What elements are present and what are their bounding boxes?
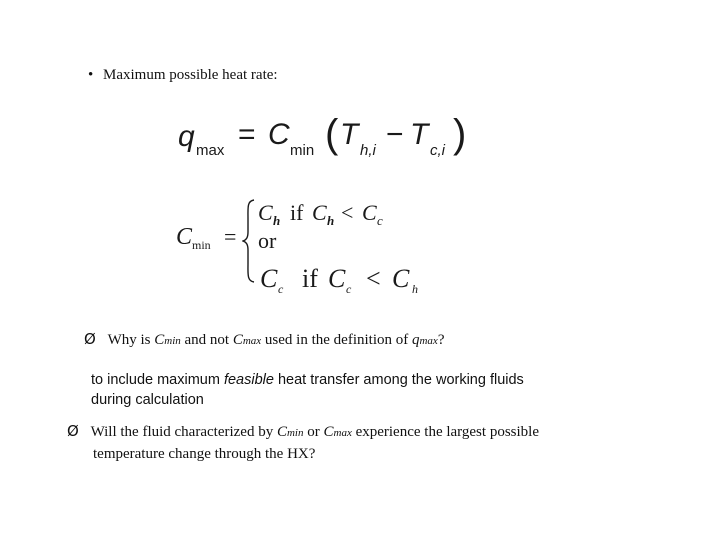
answer-1-line-1 (91, 370, 524, 390)
cmin-lhs-sub: min (192, 238, 211, 252)
answer-1 (91, 370, 524, 410)
case1-cond-sub2: c (377, 213, 383, 228)
answer-1-line-2: during calculation (91, 392, 204, 408)
question-2 (67, 421, 539, 465)
case2-cond-sym2: C (392, 264, 410, 293)
case1-lt: < (341, 200, 354, 225)
qmax-t1-symbol: T (340, 118, 359, 151)
question-2-line-1 (67, 421, 539, 444)
answer-1-text-a: to include maximum (91, 372, 220, 388)
q2-or: or (307, 424, 320, 440)
q2-cmax-sub: max (333, 427, 352, 439)
case1-if: if (290, 200, 304, 225)
q2-part2: experience the largest possible (355, 424, 539, 440)
q1-cmin-sub: min (164, 335, 181, 347)
q1-part2: and not (184, 332, 230, 348)
question-2-line-2: temperature change through the HX? (93, 446, 316, 462)
arrow-bullet-icon-2: Ø (67, 422, 79, 440)
case2-if: if (302, 264, 318, 293)
qmax-t1-sub: h,i (360, 142, 376, 159)
case2-cond-sub2: h (412, 282, 418, 296)
q1-cmin-symbol: C (154, 332, 165, 348)
bullet-heading-text: Maximum possible heat rate: (103, 67, 278, 83)
case1-sub: h (273, 213, 281, 228)
q1-q-sub: max (419, 335, 438, 347)
answer-1-feasible: feasible (223, 372, 274, 388)
case2-symbol: C (260, 264, 278, 293)
case1-symbol: C (258, 200, 273, 225)
q1-part3: used in the definition of (264, 332, 409, 348)
qmax-t2-sub: c,i (430, 142, 445, 159)
case1-cond-sym1: C (312, 200, 327, 225)
cmin-brace (242, 198, 256, 284)
qmax-c-sub: min (290, 142, 315, 159)
equation-qmax (178, 112, 478, 168)
qmax-lhs-symbol: q (178, 120, 195, 153)
qmax-t2-symbol: T (410, 118, 429, 151)
case2-sub: c (278, 282, 284, 296)
q1-part4: ? (437, 332, 445, 348)
case2-lt: < (366, 264, 381, 293)
case2-cond-sym1: C (328, 264, 346, 293)
q1-cmax-symbol: C (232, 332, 243, 348)
bullet-heading (88, 67, 278, 84)
qmax-lhs-sub: max (196, 142, 225, 159)
bullet-marker: • (88, 67, 94, 83)
answer-1-text-c: heat transfer among the working fluids (277, 372, 524, 388)
q1-part1: Why is (107, 332, 151, 348)
qmax-equals: = (238, 118, 256, 151)
q1-cmax-sub: max (242, 335, 262, 347)
qmax-close-paren: ) (453, 112, 467, 156)
case2-cond-sub1: c (346, 282, 352, 296)
cmin-lhs-symbol: C (176, 224, 193, 250)
case1-cond-sub1: h (327, 213, 335, 228)
equation-cmin (176, 196, 436, 306)
case1-cond-sym2: C (362, 200, 377, 225)
q2-cmax-symbol: C (323, 424, 334, 440)
question-1 (84, 330, 444, 349)
cmin-equals: = (224, 224, 237, 249)
qmax-minus: − (386, 118, 404, 151)
qmax-open-paren: ( (325, 112, 339, 156)
cases-or: or (258, 228, 277, 253)
qmax-c-symbol: C (268, 118, 290, 151)
q2-part1: Will the fluid characterized by (90, 424, 274, 440)
q2-cmin-symbol: C (276, 424, 287, 440)
q1-q-symbol: q (411, 332, 420, 348)
arrow-bullet-icon: Ø (84, 330, 96, 348)
q2-cmin-sub: min (286, 427, 304, 439)
